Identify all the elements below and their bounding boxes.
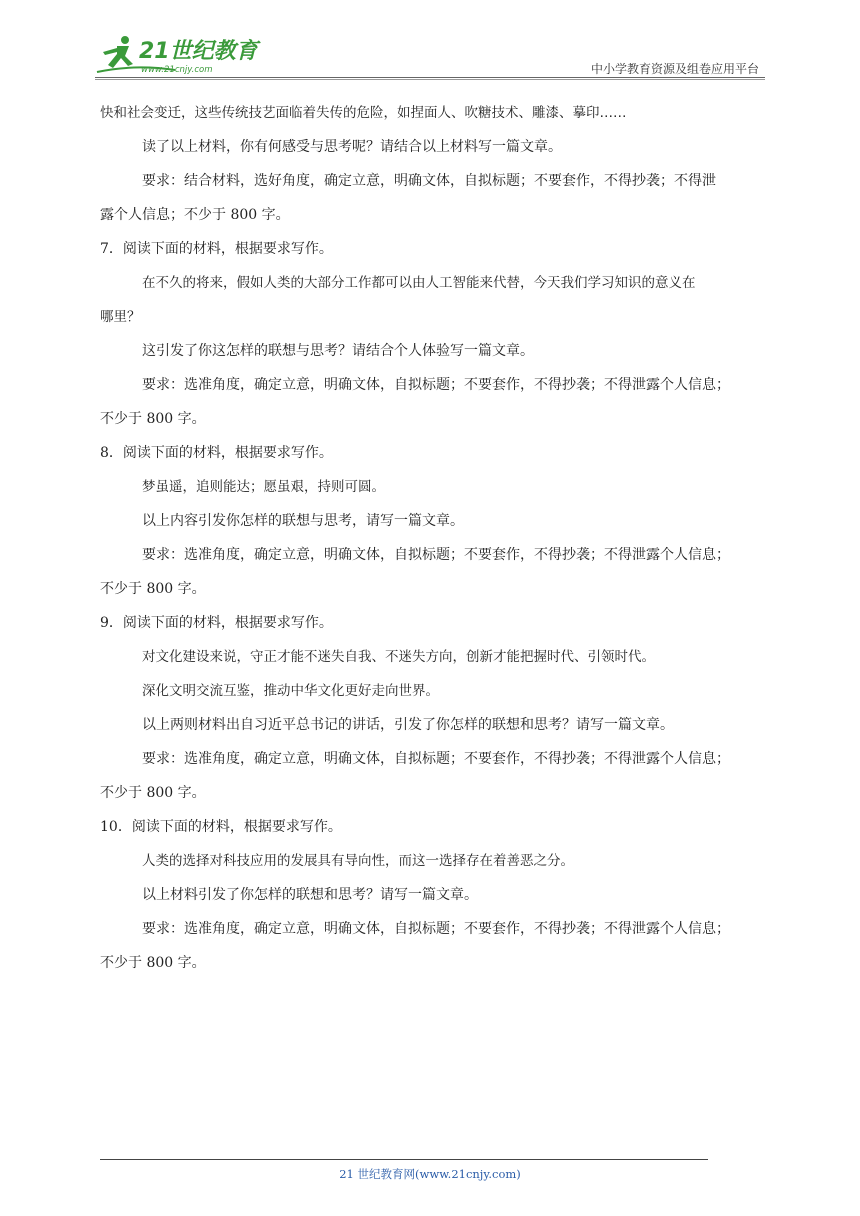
text-line: 以上两则材料出自习近平总书记的讲话，引发了你怎样的联想和思考？请写一篇文章。	[142, 717, 674, 733]
text-line: 10．阅读下面的材料，根据要求写作。	[100, 819, 342, 835]
text-line: 人类的选择对科技应用的发展具有导向性，而这一选择存在着善恶之分。	[142, 853, 574, 869]
text-line: 梦虽遥，追则能达；愿虽艰，持则可圆。	[142, 479, 385, 495]
header-divider	[95, 77, 765, 78]
header-divider-thin	[95, 79, 765, 80]
text-line: 9．阅读下面的材料，根据要求写作。	[100, 615, 333, 631]
text-line: 哪里？	[100, 309, 141, 325]
text-line: 这引发了你这怎样的联想与思考？请结合个人体验写一篇文章。	[142, 343, 534, 359]
text-line: 要求：选准角度，确定立意，明确文体，自拟标题；不要套作，不得抄袭；不得泄露个人信息；	[142, 751, 730, 767]
text-line: 要求：选准角度，确定立意，明确文体，自拟标题；不要套作，不得抄袭；不得泄露个人信息；	[142, 547, 730, 563]
text-line: 以上材料引发了你怎样的联想和思考？请写一篇文章。	[142, 887, 478, 903]
text-line: 8．阅读下面的材料，根据要求写作。	[100, 445, 333, 461]
text-line: 不少于 800 字。	[100, 955, 206, 971]
text-line: 对文化建设来说，守正才能不迷失自我、不迷失方向，创新才能把握时代、引领时代。	[142, 649, 655, 665]
text-line: 7．阅读下面的材料，根据要求写作。	[100, 241, 333, 257]
logo-text: 21世纪教育	[139, 39, 258, 64]
text-line: 读了以上材料，你有何感受与思考呢？请结合以上材料写一篇文章。	[142, 139, 562, 155]
logo-21cnjy	[95, 34, 265, 78]
text-line: 不少于 800 字。	[100, 411, 206, 427]
text-line: 深化文明交流互鉴，推动中华文化更好走向世界。	[142, 683, 439, 699]
text-line: 露个人信息；不少于 800 字。	[100, 207, 290, 223]
text-line: 在不久的将来，假如人类的大部分工作都可以由人工智能来代替，今天我们学习知识的意义在	[142, 275, 696, 291]
text-line: 不少于 800 字。	[100, 581, 206, 597]
document-body	[100, 96, 762, 980]
logo-url: www.21cnjy.com	[141, 65, 213, 75]
text-line: 不少于 800 字。	[100, 785, 206, 801]
text-line: 快和社会变迁，这些传统技艺面临着失传的危险，如捏面人、吹糖技术、雕漆、摹印……	[100, 105, 627, 121]
text-line: 要求：结合材料，选好角度，确定立意，明确文体，自拟标题；不要套作，不得抄袭；不得泄	[142, 173, 716, 189]
text-line: 要求：选准角度，确定立意，明确文体，自拟标题；不要套作，不得抄袭；不得泄露个人信息；	[142, 377, 730, 393]
footer-text[interactable]: 21 世纪教育网(www.21cnjy.com)	[339, 1167, 521, 1181]
text-line: 要求：选准角度，确定立意，明确文体，自拟标题；不要套作，不得抄袭；不得泄露个人信息；	[142, 921, 730, 937]
page-header	[95, 28, 765, 80]
text-line: 以上内容引发你怎样的联想与思考，请写一篇文章。	[142, 513, 464, 529]
platform-name: 中小学教育资源及组卷应用平台	[590, 62, 759, 76]
footer-divider	[100, 1159, 708, 1160]
